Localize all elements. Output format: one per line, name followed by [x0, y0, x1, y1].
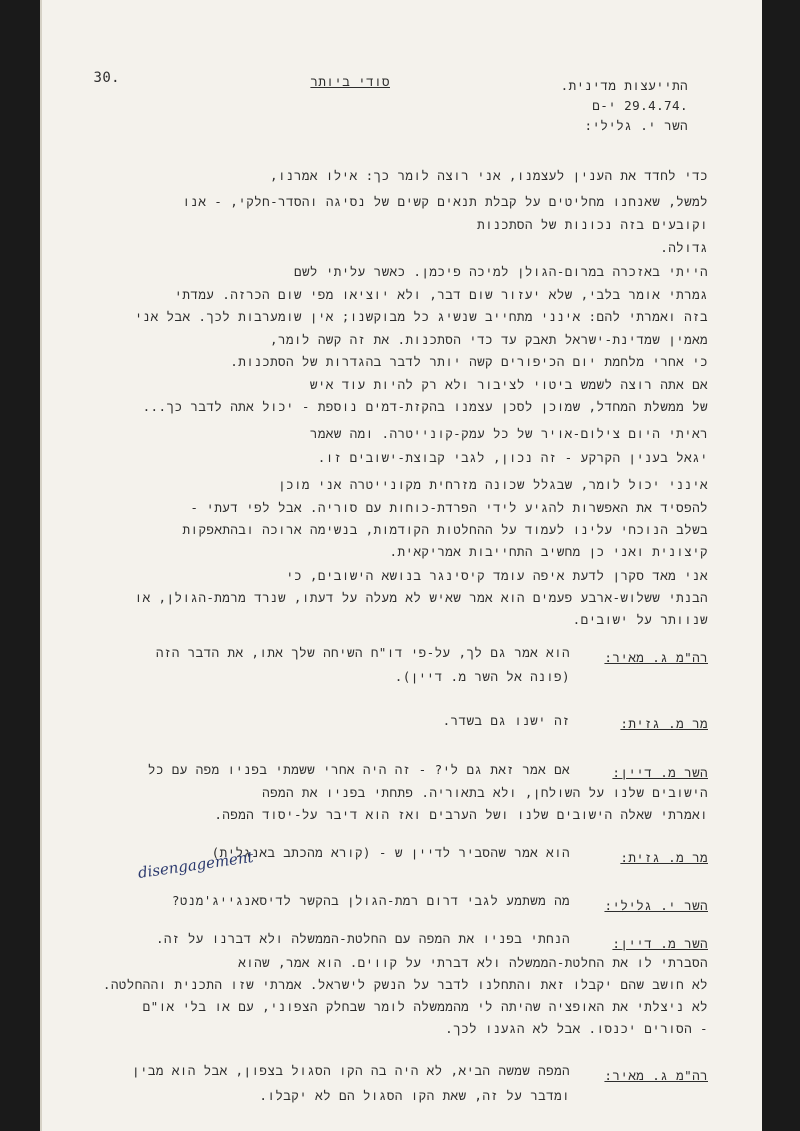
speaker-label: רה"מ ג. מאיר: — [604, 1068, 708, 1083]
dialogue-line: הסברתי לו את החלטת-הממשלה ולא דברתי על קווים. הוא אמר, שהוא — [238, 955, 708, 970]
paragraph-line: אני מאד סקרן לדעת איפה עומד קיסינגר בנושא הישובים, כי — [286, 568, 708, 583]
dialogue-line: ומדבר על זה, שאת הקו הסגול הם לא יקבלו. — [259, 1088, 570, 1103]
speaker-label: רה"מ ג. מאיר: — [604, 650, 708, 665]
paragraph-line: אם אתה רוצה לשמש ביטוי לציבור ולא רק להיות עוד איש — [309, 377, 708, 392]
dialogue-line: הוא אמר שהסביר לדיין ש - (קורא מהכתב באנגלית) — [211, 845, 570, 860]
dialogue-line: אם אמר זאת גם לי? - זה היה אחרי ששמתי בפניו מפה עם כל — [147, 762, 570, 777]
paragraph-line: כי אחרי מלחמת יום הכיפורים קשה יותר לדבר בהגדרות של הסתכנות. — [230, 354, 708, 369]
paragraph-line: בשלב הנוכחי עלינו לעמוד על ההחלטות הקודמות, בנשימה ארוכה ובהתאפקות — [182, 522, 708, 537]
page-number: .30 — [93, 70, 120, 86]
speaker-label: מר מ. גזית: — [620, 850, 708, 865]
dialogue-line: לא חושב שהם יקבלו זאת והתחלנו לדבר על הנשק לישראל. אמרתי שזו התכנית וההחלטה. — [102, 977, 708, 992]
dialogue-line: (פונה אל השר מ. דיין). — [394, 669, 570, 684]
dialogue-line: מה משתמע לגבי דרום רמת-הגולן בהקשר לדיסאנגייג'מנט? — [171, 893, 570, 908]
paragraph-line: קיצונית ואני כן מחשיב התחייבות אמריקאית. — [389, 544, 708, 559]
paragraph-line: למשל, שאנחנו מחליטים על קבלת תנאים קשים של נסיגה והסדר-חלקי, - אנו — [182, 194, 708, 209]
paragraph-line: הייתי באזכרה במרום-הגולן למיכה פיכמן. כאשר עליתי לשם — [293, 264, 708, 279]
dialogue-line: הוא אמר גם לך, על-פי דו"ח השיחה שלך אתו, את הדבר הזה — [155, 645, 570, 660]
speaker-label: השר מ. דיין: — [612, 765, 708, 780]
speaker-label: השר י. גלילי: — [604, 898, 708, 913]
speaker-galili: השר י. גלילי: — [584, 118, 688, 133]
dialogue-line: הישובים שלנו על השולחן, ולא בתאוריה. פתחתי בפניו את המפה — [262, 785, 708, 800]
paragraph-line: להפסיד את האפשרות להגיע לידי הפרדת-כוחות עם סוריה. אבל לפי דעתי - — [190, 500, 708, 515]
speaker-label: השר מ. דיין: — [612, 936, 708, 951]
paragraph-line: שנוותר על ישובים. — [572, 612, 708, 627]
paragraph-line: יגאל בענין הקרקע - זה נכון, לגבי קבוצת-ישובים זו. — [317, 450, 708, 465]
speaker-label: מר מ. גזית: — [620, 716, 708, 731]
dialogue-line: המפה שמשה הביא, לא היה בה הקו הסגול בצפון, אבל הוא מבין — [132, 1063, 570, 1078]
dialogue-line: לא ניצלתי את האופציה שהיתה לי מהממשלה לומר שבחלק הצפוני, עם או בלי או"ם — [142, 999, 708, 1014]
dialogue-line: הנחתי בפניו את המפה עם החלטת-הממשלה ולא דברנו על זה. — [155, 931, 570, 946]
classification-stamp: סודי ביותר — [310, 74, 390, 89]
paragraph-line: גדולה. — [660, 240, 708, 255]
paragraph-line: ראיתי היום צילום-אויר של כל עמק-קונייטרה. ומה שאמר — [309, 426, 708, 441]
paragraph-line: וקובעים בזה נכונות של הסתכנות — [477, 217, 708, 232]
paragraph-line: כדי לחדד את הענין לעצמנו, אני רוצה לומר כך: אילו אמרנו, — [270, 168, 708, 183]
handwritten-annotation: disengagement — [136, 847, 255, 882]
paragraph-line: אינני יכול לומר, שבגלל שכונה מזרחית מקונייטרה אני מוכן — [278, 477, 708, 492]
dialogue-line: ואמרתי שאלה הישובים שלנו ושל הערבים ואז הוא דיבר על-יסוד המפה. — [214, 807, 708, 822]
meeting-date: .29.4.74 י-ם — [592, 98, 688, 113]
paragraph-line: גמרתי אומר בלבי, שלא יעזור שום דבר, ולא יוציאו מפי שום הכרזה. עמדתי — [174, 287, 708, 302]
paragraph-line: של ממשלת המחדל, שמוכן לסכן עצמנו בהקזת-דמים נוספת - יכול אתה לדבר כך... — [142, 399, 708, 414]
paragraph-line: בזה ואמרתי להם: אינני מתחייב שנשיג כל מבוקשנו; אין שומערבות לכך. אבל אני — [134, 309, 708, 324]
meeting-title: התייעצות מדינית. — [560, 78, 688, 93]
paragraph-line: מאמין שמדינת-ישראל תאבק עד כדי הסתכנות. את זה קשה לומר, — [270, 332, 708, 347]
paragraph-line: הבנתי ששלוש-ארבע פעמים הוא אמר שאיש לא מעלה על דעתו, שנרד מרמת-הגולן, או — [134, 590, 708, 605]
dialogue-line: - הסורים יכנסו. אבל לא הגענו לכך. — [445, 1021, 708, 1036]
dialogue-line: זה ישנו גם בשדר. — [442, 713, 570, 728]
